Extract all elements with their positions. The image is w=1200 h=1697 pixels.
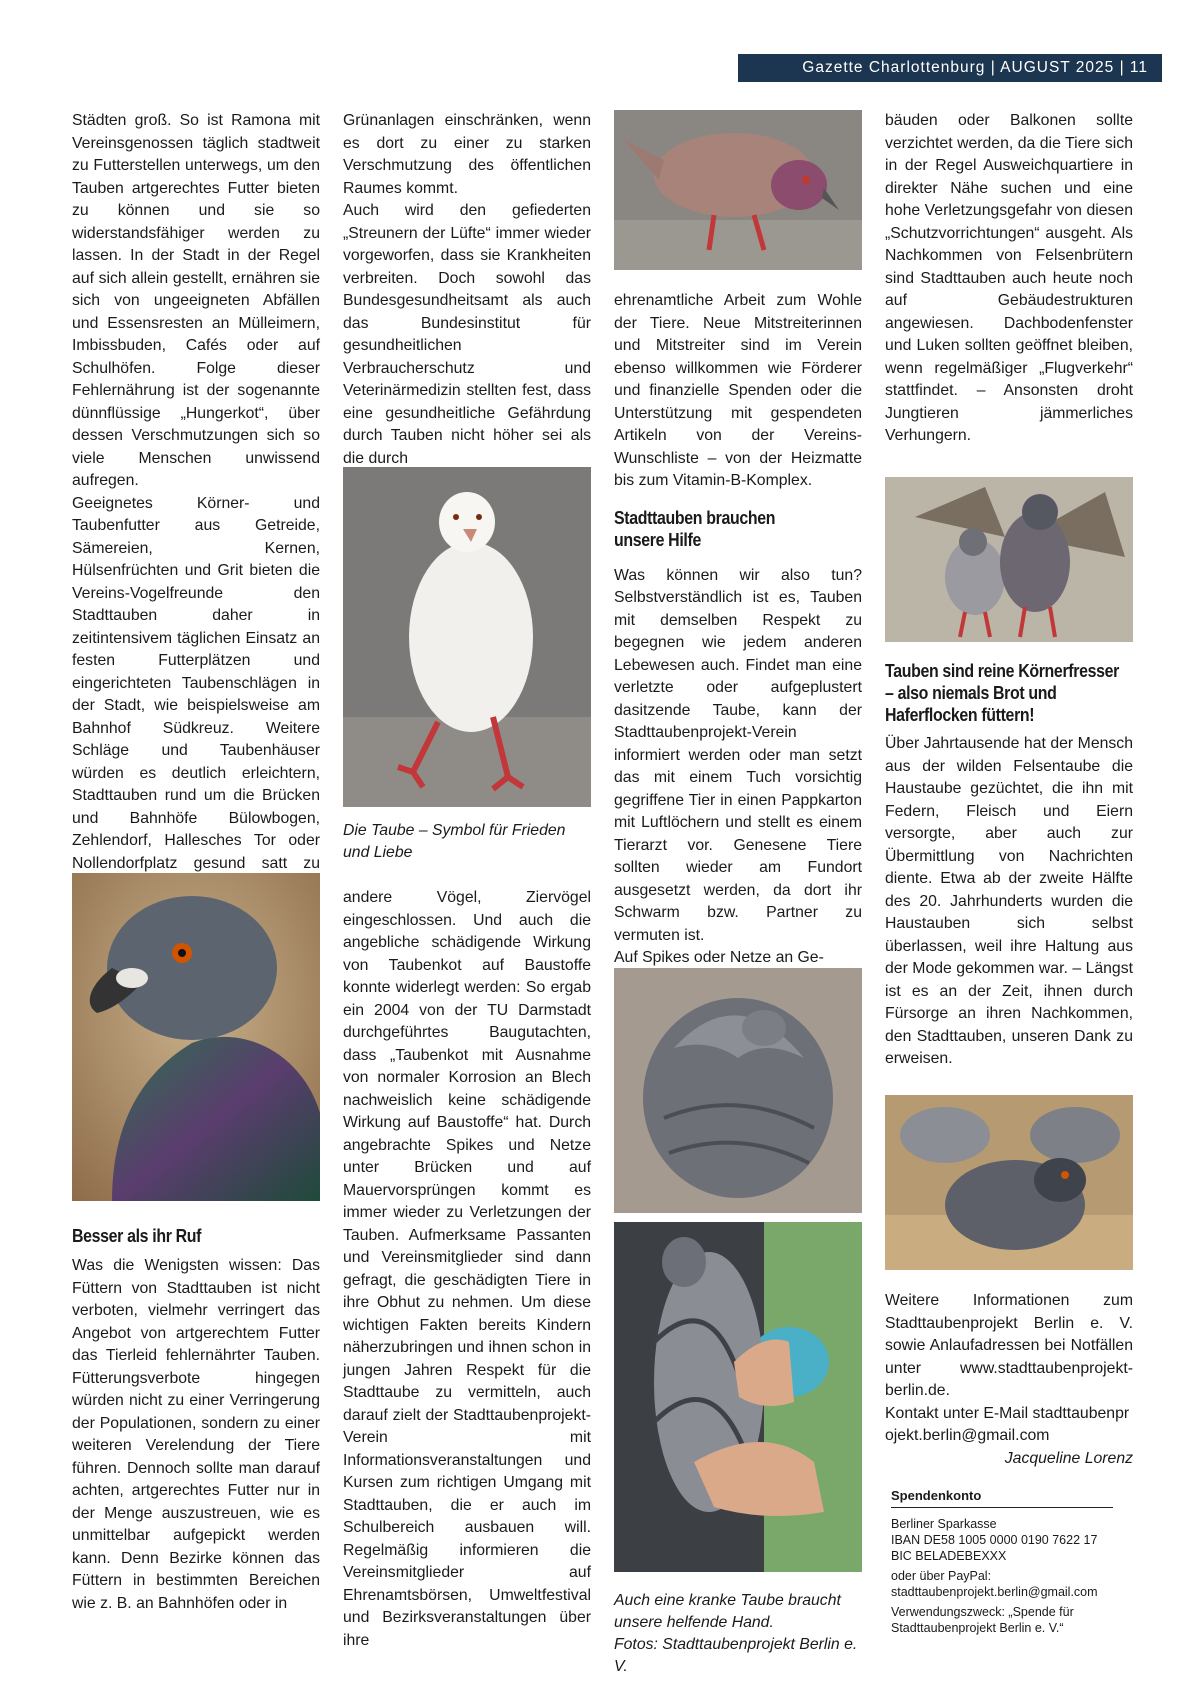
heading-koernerfresser-line-1: Tauben sind reine Körnerfresser [885, 660, 1119, 681]
purpose-label: Verwendungszweck: „Spende für [891, 1605, 1074, 1619]
white-pigeon-photo [343, 467, 591, 807]
donation-bank [891, 1516, 1113, 1564]
header-text: Gazette Charlottenburg | AUGUST 2025 | 11 [802, 59, 1148, 76]
paypal-address: stadttaubenprojekt.berlin@gmail.com [891, 1585, 1098, 1599]
col4-paragraph-4: Kontakt unter E-Mail stadttaubenprojekt.berlin@gmail.com [885, 1404, 1130, 1444]
col1-paragraph-1: Städten groß. So ist Ramona mit Vereinsgenossen täglich stadtweit zu Futterstellen unterwegs, um den Tauben artgerechtes Futter bieten zu können und sie so widerstandsfähiger werden zu lassen. In der Stadt in der Regel auf sich allein gestellt, ernähren sie sich von ungeeigneten Abfällen und Essensresten an Mülleimern, Imbissbuden, Cafés oder auf Schulhöfen. Folge dieser Fehlernährung ist der sogenannte dünnflüssige „Hungerkot“, über dessen Verschmutzungen sich so viele Menschen unwissend aufregen. [72, 112, 320, 489]
col2-paragraph-2: Auch wird den gefiederten „Streunern der Lüfte“ immer wieder vorgeworfen, dass sie Krankheiten verbreiten. Doch sowohl das Bundesgesundheitsamt als auch das Bundesinstitut für gesundheitlichen Verbraucherschutz und Veterinärmedizin stellten fest, dass eine gesundheitliche Gefährdung durch Tauben nicht höher sei als die durch [343, 202, 591, 467]
column-4-lower [885, 1290, 1133, 1470]
paypal-label: oder über PayPal: [891, 1569, 992, 1583]
donation-paypal [891, 1568, 1113, 1600]
caption-photo-credit: Fotos: Stadttaubenprojekt Berlin e. V. [614, 1636, 858, 1675]
bic: BIC BELADEBEXXX [891, 1549, 1007, 1563]
purpose-text: Stadttaubenprojekt Berlin e. V.“ [891, 1621, 1064, 1635]
column-4-heading [885, 660, 1145, 726]
column-2-lower [343, 887, 591, 1652]
caption-line-1: Auch eine kranke Taube braucht [614, 1592, 841, 1609]
pigeon-in-hand-photo [614, 1222, 862, 1572]
column-3 [614, 290, 862, 970]
column-4-middle [885, 733, 1133, 1071]
col4-paragraph-2: Über Jahrtausende hat der Mensch aus der wilden Felsentaube die Haustaube gezüchtet, die ihn mit Federn, Fleisch und Eiern versorgte, aber auch zur Übermittlung von Nachrichten diente. Etwa ab der zweite Hälfte des 20. Jahrhunderts wurden die Haustauben sich selbst überlassen, weil ihre Haltung aus der Mode gekommen war. – Längst ist es an der Zeit, ihnen durch Fürsorge an ihren Nachkommen, den Stadttauben, unseren Dank zu erweisen. [885, 735, 1133, 1067]
col4-paragraph-1: bäuden oder Balkonen sollte verzichtet werden, da die Tiere sich in der Regel Ausweichquartiere in direkter Nähe suchen und eine hohe Verletzungsgefahr von diesen „Schutzvorrichtungen“ ausgeht. Als Nachkommen von Felsenbrütern sind Stadttauben auch heute noch auf Gebäudestrukturen angewiesen. Dachbodenfenster und Luken sollten geöffnet bleiben, wenn regelmäßiger „Flugverkehr“ stattfindet. – Ansonsten droht Jungtieren jämmerliches Verhungern. [885, 112, 1133, 444]
pigeon-closeup-photo [72, 873, 320, 1201]
pigeons-eating-photo [885, 1095, 1133, 1270]
col3-paragraph-3: Auf Spikes oder Netze an Ge- [614, 949, 824, 966]
donation-purpose [891, 1604, 1113, 1636]
col2-paragraph-1: Grünanlagen einschränken, wenn es dort zu einer zu starken Verschmutzung des öffentlichen Raumes kommt. [343, 112, 591, 197]
column-1-lower [72, 1225, 320, 1615]
column-2 [343, 110, 591, 470]
fluffed-pigeon-photo [614, 968, 862, 1213]
iban: IBAN DE58 1005 0000 0190 7622 17 [891, 1533, 1098, 1547]
column-1 [72, 110, 320, 898]
col1-paragraph-2: Geeignetes Körner- und Taubenfutter aus Getreide, Sämereien, Kernen, Hülsenfrüchten und Grit bieten die Vereins-Vogelfreunde den Stadttauben daher in zeitintensivem täglichen Einsatz an festen Futterplätzen und eingerichteten Taubenschlägen in der Stadt, wie beispielsweise am Bahnhof Südkreuz. Weitere Schläge und Taubenhäuser würden es deutlich erleichtern, Stadttauben rund um die Brücken und Bahnhöfe Bülowbogen, Zehlendorf, Hallesches Tor oder Nollendorfplatz gesund satt zu [72, 494, 320, 872]
heading-besser-als-ihr-ruf: Besser als ihr Ruf [72, 1225, 202, 1246]
heading-koernerfresser-line-3: Haferflocken füttern! [885, 704, 1035, 725]
author-signature: Jacqueline Lorenz [1004, 1449, 1133, 1467]
column-4 [885, 110, 1133, 448]
donation-title: Spendenkonto [891, 1488, 1113, 1508]
two-pigeons-wings-photo [885, 477, 1133, 642]
bank-name: Berliner Sparkasse [891, 1517, 997, 1531]
heading-stadttauben-brauchen-hilfe-line-2: unsere Hilfe [614, 528, 701, 550]
walking-pigeon-photo [614, 110, 862, 270]
caption-white-pigeon: Die Taube – Symbol für Frieden und Liebe [343, 822, 566, 861]
heading-stadttauben-brauchen-hilfe-line-1: Stadttauben brauchen [614, 506, 776, 528]
donation-box [891, 1488, 1113, 1640]
col2-paragraph-3: andere Vögel, Ziervögel eingeschlossen. Und auch die angebliche schädigende Wirkung von Taubenkot auf Baustoffe konnte widerlegt werden: So ergab ein 2004 von der TU Darmstadt durchgeführtes Baugutachten, dass „Taubenkot mit Ausnahme von normaler Korrosion an Blech nachweislich keine schädigende Wirkung auf Baustoffe“ hat. Durch angebrachte Spikes und Netze unter Brücken und auf Mauervorsprüngen kommt es immer wieder zu Verletzungen der Tauben. Aufmerksame Passanten und Vereinsmitglieder sind dann gefragt, die geschädigten Tiere in ihre Obhut zu nehmen. Um diese wichtigen Fakten bereits Kindern näherzubringen und ihnen schon in jungen Jahren Respekt für die Stadttaube zu vermitteln, auch darauf zielt der Stadttaubenprojekt-Verein mit Informationsveranstaltungen und Kursen zum richtigen Umgang mit Stadttauben, die er auch im Schulbereich ausbauen will. Regelmäßig informieren die Vereinsmitglieder auf Ehrenamtsbörsen, Umweltfestival und Bezirksveranstaltungen über ihre [343, 889, 591, 1649]
heading-koernerfresser-line-2: – also niemals Brot und [885, 682, 1057, 703]
caption-line-2: unsere helfende Hand. [614, 1614, 774, 1631]
col3-paragraph-1: ehrenamtliche Arbeit zum Wohle der Tiere. Neue Mitstreiterinnen und Mitstreiter sind im Verein ebenso willkommen wie Förderer und finanzielle Spenden oder die Unterstützung mit gespendeten Artikeln von der Vereins-Wunschliste – von der Heizmatte bis zum Vitamin-B-Komplex. [614, 292, 862, 489]
col1-paragraph-3: Was die Wenigsten wissen: Das Füttern von Stadttauben ist nicht verboten, vielmehr verringert das Angebot von artgerechtem Futter das Tierleid fehlernährter Tauben. Fütterungsverbote hingegen würden nicht zu einer Verringerung der Populationen, sondern zu einer weiteren Verelendung der Tiere führen. Dennoch sollte man darauf achten, artgerechtes Futter nur in der Menge auszustreuen, wie es unmittelbar aufgepickt werden kann. Denn Bezirke können das Füttern in bestimmten Bereichen wie z. B. an Bahnhöfen oder in [72, 1257, 320, 1612]
page-header [738, 54, 1162, 82]
caption-pigeon-in-hand [614, 1590, 862, 1678]
col3-paragraph-2: Was können wir also tun? Selbstverständlich ist es, Tauben mit demselben Respekt zu begegnen wie jedem anderen Lebewesen auch. Findet man eine verletzte oder aufgeplustert dasitzende Taube, kann der Stadttaubenprojekt-Verein informiert werden oder man setzt das mit einem Tuch vorsichtig gegriffene Tier in einen Pappkarton mit Luftlöchern und stellt es einem Tierarzt vor. Genesene Tiere sollten wieder am Fundort ausgesetzt werden, da dort ihr Schwarm bzw. Partner zu vermuten ist. [614, 566, 862, 944]
col4-paragraph-3: Weitere Informationen zum Stadttaubenprojekt Berlin e. V. sowie Anlaufadressen bei Notfällen unter www.stadttaubenprojekt-berlin.de. [885, 1292, 1133, 1399]
